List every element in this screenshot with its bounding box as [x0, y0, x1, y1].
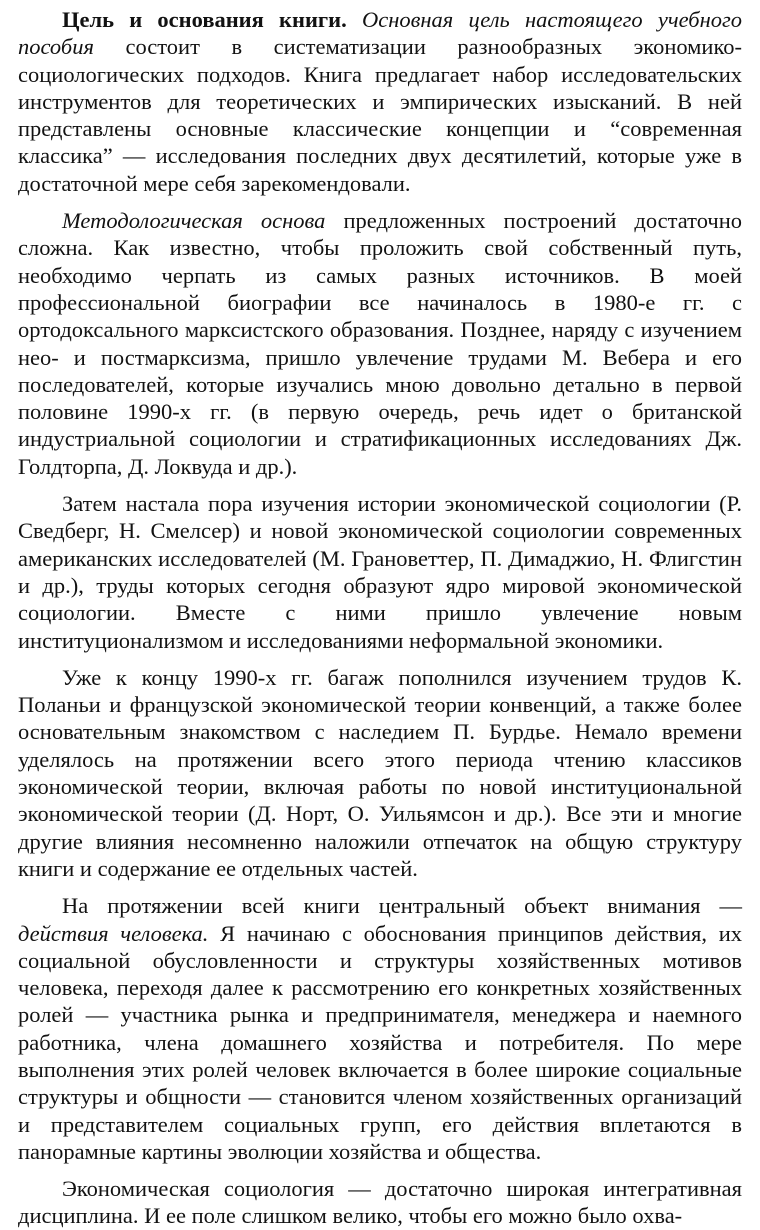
paragraph-text: Затем настала пора изучения истории экономической социологии (Р. Сведберг, Н. Смелсер) и новой экономической социологии современных американских исследователей (М. Грановеттер, П. Димаджио, Н. Флигстин и др.), труды которых сегодня образуют ядро мировой экономической социологии. Вместе с ними пришло увлечение новым институционализмом и исследованиями неформальной экономики.: [18, 491, 742, 653]
paragraph-text: Экономическая социология — достаточно широкая интегративная дисциплина. И ее поле слишком велико, чтобы его можно было охва-: [18, 1176, 742, 1229]
paragraph-economic-sociology-history: [18, 490, 742, 654]
paragraph-text: На протяжении всей книги центральный объект внимания —: [62, 893, 742, 919]
paragraph-goals: [18, 6, 742, 197]
paragraph-human-action: [18, 892, 742, 1165]
emphasis: Основная цель настоящего учебного пособия: [18, 7, 743, 60]
paragraph-text: состоит в систематизации разнообразных экономико-социологических подходов. Книга предлагает набор исследовательских инструментов для теоретических и эмпирических изысканий. В ней представлены основные классические концепции и “современная классика” — исследования последних двух десятилетий, которые уже в достаточной мере себя зарекомендовали.: [18, 34, 742, 196]
paragraph-methodology: [18, 207, 742, 480]
paragraph-text: Уже к концу 1990-х гг. багаж пополнился изучением трудов К. Поланьи и французской экономической теории конвенций, а также более основательным знакомством с наследием П. Бурдье. Немало времени уделялось на протяжении всего этого периода чтению классиков экономической теории, включая работы по новой институциональной экономической теории (Д. Норт, О. Уильямсон и др.). Все эти и многие другие влияния несомненно наложили отпечаток на общую структуру книги и содержание ее отдельных частей.: [18, 664, 742, 881]
paragraph-text: предложенных построений достаточно сложна. Как известно, чтобы проложить свой собственный путь, необходимо черпать из самых разных источников. В моей профессиональной биографии все начиналось в 1980-е гг. с ортодоксального марксистского образования. Позднее, наряду с изучением нео- и постмарксизма, пришло увлечение трудами М. Вебера и его последователей, которые изучались мною довольно детально в первой половине 1990-х гг. (в первую очередь, речь идет о британской индустриальной социологии и стратификационных исследованиях Дж. Голдторпа, Д. Локвуда и др.).: [18, 208, 742, 479]
paragraph-late-1990s: [18, 664, 742, 882]
paragraph-text: Я начинаю с обоснования принципов действия, их социальной обусловленности и структуры хозяйственных мотивов человека, переходя далее к рассмотрению его конкретных хозяйственных ролей — участника рынка и предпринимателя, менеджера и наемного работника, члена домашнего хозяйства и потребителя. По мере выполнения этих ролей человек включается в более широкие социальные структуры и общности — становится членом хозяйственных организаций и представителем социальных групп, его действия вплетаются в панорамные картины эволюции хозяйства и общества.: [18, 920, 742, 1164]
emphasis: Методологическая основа: [62, 208, 326, 234]
paragraph-discipline-scope: [18, 1175, 742, 1230]
emphasis: действия человека.: [18, 920, 209, 946]
section-heading-inline: Цель и основания книги.: [62, 7, 347, 32]
